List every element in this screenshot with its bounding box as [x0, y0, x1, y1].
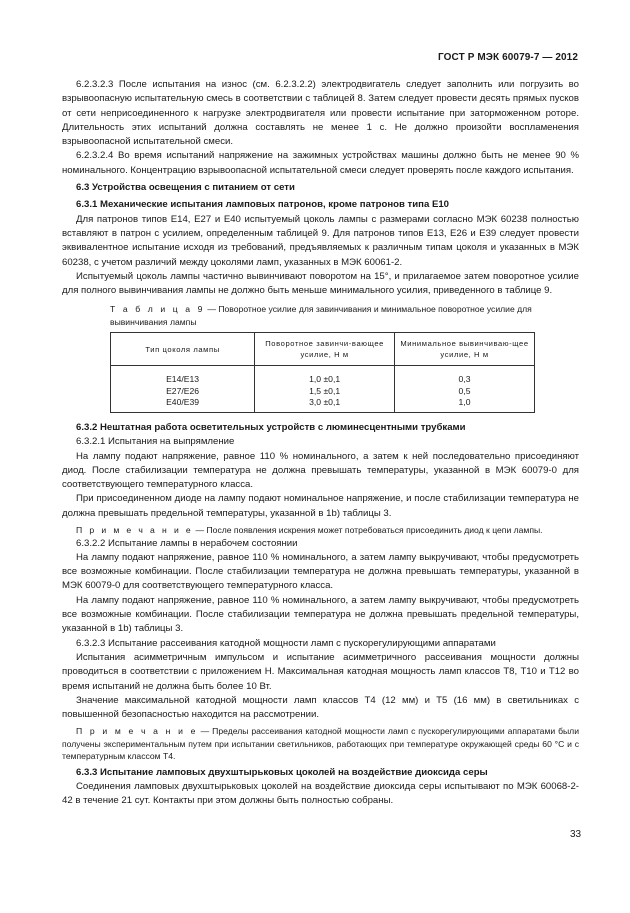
table-cell: 0,5: [395, 386, 535, 398]
paragraph: 6.2.3.2.3 После испытания на износ (см. 6.2.3.2.2) электродвигатель следует заполнить или погрузить во взрывоопасную испытательную смесь в соответствии с таблицей 8. Затем следует провести десять прямых пусков от сети неприсоединенного к нагрузке электродвигателя или провести испытание при заторможенном роторе. Длительность этих испытаний должна составлять не менее 1 с. Не должно произойти воспламенения взрывоопасной испытательной смеси.: [62, 79, 579, 148]
document-body: [62, 78, 579, 809]
paragraph: На лампу подают напряжение, равное 110 % номинального, а затем к ней последовательно присоединяют диод. После стабилизации температура не должна превышать температуры, указанной в МЭК 60079-0 для соответствующего температурного класса.: [62, 450, 579, 491]
paragraph: 6.2.3.2.4 Во время испытаний напряжение на зажимных устройствах машины должно быть не менее 90 % номинального. Концентрацию взрывоопасной испытательной смеси следует проверять после каждого испытания.: [62, 150, 579, 176]
section-heading: 6.3.3 Испытание ламповых двухштырьковых цоколей на воздействие диоксида серы: [76, 766, 488, 778]
paragraph: Для патронов типов E14, E27 и E40 испытуемый цоколь лампы с размерами согласно МЭК 60238 полностью вставляют в патрон с усилием, определенным таблицей 9. Для патронов типов E13, E26 и E39 следует провести эквивалентное испытание исходя из требований, предъявляемых к различным типам цоколя и указанных в МЭК 60238, с учетом различий между цоколями ламп, указанных в МЭК 60061-2.: [62, 213, 579, 268]
table-cell: E27/E26: [111, 386, 255, 398]
paragraph: 6.3.2.1 Испытания на выпрямление: [76, 436, 235, 448]
table-cell: 1,5 ±0,1: [255, 386, 395, 398]
note-lead: П р и м е ч а н и е: [76, 726, 198, 737]
paragraph: 6.3.2.2 Испытание лампы в нерабочем состоянии: [76, 537, 298, 549]
column-header: Поворотное завинчи-вающее усилие, Н м: [255, 333, 395, 366]
table-cell: 1,0 ±0,1: [255, 366, 395, 386]
table-row: [111, 386, 535, 398]
column-header: Минимальное вывинчиваю-щее усилие, Н м: [395, 333, 535, 366]
table-cell: 3,0 ±0,1: [255, 397, 395, 412]
table-caption-lead: Т а б л и ц а 9: [110, 304, 205, 315]
paragraph: Соединения ламповых двухштырьковых цоколей на воздействие диоксида серы испытывают по МЭК 60068-2-42 в течение 21 сут. Контакты при этом должны быть полностью собраны.: [62, 781, 579, 807]
paragraph: При присоединенном диоде на лампу подают номинальное напряжение, и после стабилизации температура не должна превышать предельной температуры, указанной в 1b) таблицы 3.: [62, 493, 579, 519]
paragraph: Испытуемый цоколь лампы частично вывинчивают поворотом на 15°, и прилагаемое затем поворотное усилие для полного вывинчивания лампы не должно быть меньше минимального усилия, приведенного в таблице 9.: [62, 270, 579, 297]
table-cell: 1,0: [395, 397, 535, 412]
section-heading: 6.3 Устройства освещения с питанием от сети: [76, 182, 295, 194]
note: [62, 524, 579, 537]
note: [62, 725, 579, 763]
note-text: — Пределы рассеивания катодной мощности ламп с пускорегулирующими аппаратами были получены экспериментальным путем при испытании светильников, работающих при температуре окружающей среды 60 °С и с температурным классом Т4.: [62, 726, 579, 762]
table-row: [111, 366, 535, 386]
table-caption-text: — Поворотное усилие для завинчивания и минимальное поворотное усилие для вывинчивания лампы: [110, 304, 532, 327]
table-cell: 0,3: [395, 366, 535, 386]
note-text: — После появления искрения может потребоваться присоединить диод к цепи лампы.: [195, 525, 543, 536]
section-heading: 6.3.2 Нештатная работа осветительных устройств с люминесцентными трубками: [76, 421, 466, 433]
table-9: [110, 332, 535, 413]
page-number: 33: [570, 829, 582, 840]
paragraph: Испытания асимметричным импульсом и испытание асимметричного рассеивания мощности должны проводиться в соответствии с приложением Н. Максимальная катодная мощность ламп классов Т8, Т10 и Т12 во время испытаний не должна быть более 10 Вт.: [62, 651, 579, 692]
table-row: [111, 397, 535, 412]
table-cell: E40/E39: [111, 397, 255, 412]
section-heading: 6.3.1 Механические испытания ламповых патронов, кроме патронов типа E10: [76, 199, 450, 211]
paragraph: На лампу подают напряжение, равное 110 % номинального, а затем лампу выкручивают, чтобы предусмотреть все возможные комбинации. После стабилизации температура не должна превышать предельной температуры, указанной в 1b) таблицы 3.: [62, 594, 579, 635]
note-lead: П р и м е ч а н и е: [76, 525, 194, 536]
document-header: ГОСТ Р МЭК 60079-7 — 2012: [438, 52, 578, 63]
paragraph: 6.3.2.3 Испытание рассеивания катодной мощности ламп с пускорегулирующими аппаратами: [76, 637, 496, 649]
paragraph: Значение максимальной катодной мощности ламп классов Т4 (12 мм) и Т5 (16 мм) в светильниках с повышенной безопасностью находится на рассмотрении.: [62, 694, 579, 721]
table-cell: E14/E13: [111, 366, 255, 386]
column-header: Тип цоколя лампы: [111, 333, 255, 366]
paragraph: На лампу подают напряжение, равное 110 % номинального, а затем лампу выкручивают, чтобы предусмотреть все возможные комбинации. После стабилизации температура не должна превышать температуры, указанной в МЭК 60079-0 для соответствующего температурного класса.: [62, 551, 579, 592]
table-header-row: [111, 333, 535, 366]
table-caption: [110, 303, 540, 328]
